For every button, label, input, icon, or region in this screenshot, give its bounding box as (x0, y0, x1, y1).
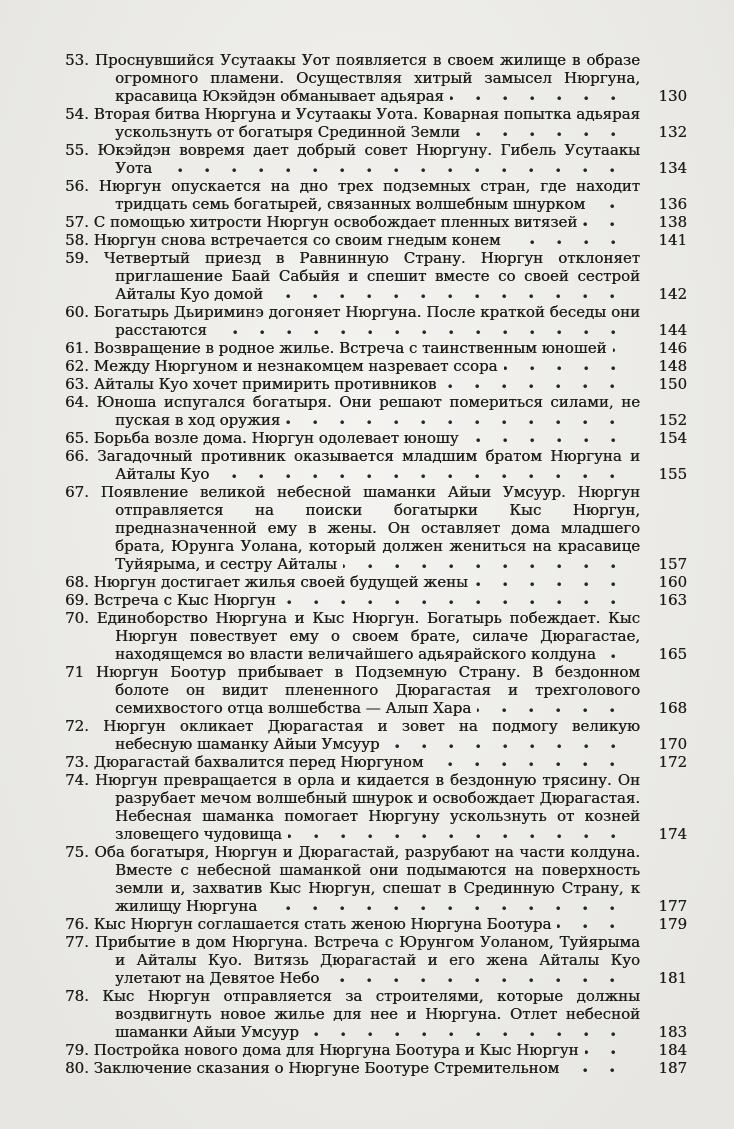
dot-leader (465, 438, 638, 443)
entry-page-number: 144 (658, 321, 687, 339)
entry-page-number: 146 (658, 339, 687, 357)
entry-number: 62. (65, 357, 89, 375)
entry-page-number: 177 (658, 897, 687, 915)
dot-leader (474, 582, 638, 587)
toc-entry (65, 609, 687, 663)
entry-page-number: 183 (658, 1023, 687, 1041)
entry-text: Постройка нового дома для Нюргуна Боотура и Кыс Нюргун (93, 1041, 579, 1059)
dot-leader (504, 366, 638, 371)
toc-entry (65, 1059, 687, 1077)
entry-text: Четвертый приезд в Равнинную Страну. Нюргун отклоняет приглашение Баай Сабыйя и спешит вместе со своей сестрой Айталы Куо домой (103, 249, 640, 303)
entry-text: Богатырь Дьириминэ догоняет Нюргуна. После краткой беседы они расстаются (93, 303, 640, 339)
entry-text: Нюргун опускается на дно трех подземных стран, где находит тридцать семь богатырей, связанных волшебным шнурком (98, 177, 640, 213)
entry-page-number: 150 (658, 375, 687, 393)
entry-number: 57. (65, 213, 89, 231)
dot-leader (450, 96, 638, 101)
entry-text: С помощью хитрости Нюргун освобождает пленных витязей (93, 213, 578, 231)
dot-leader (269, 294, 637, 299)
entry-text: Кыс Нюргун соглашается стать женою Нюргуна Боотура (93, 915, 552, 933)
entry-number: 66. (65, 447, 89, 465)
toc-entry (65, 375, 687, 393)
entry-text: Между Нюргуном и незнакомцем назревает ссора (93, 357, 498, 375)
entry-text: Единоборство Нюргуна и Кыс Нюргун. Богатырь побеждает. Кыс Нюргун повествует ему о своем брате, силаче Дюрагастае, находящемся во власти величайшего адьярайского колдуна (96, 609, 640, 663)
entry-page-number: 187 (658, 1059, 687, 1077)
dot-leader (466, 132, 638, 137)
entry-page-number: 181 (658, 969, 687, 987)
entry-page-number: 160 (658, 573, 687, 591)
entry-page-number: 163 (658, 591, 687, 609)
toc-entry (65, 771, 687, 843)
dot-leader (325, 978, 637, 983)
entry-page-number: 141 (658, 231, 687, 249)
entry-text: Нюргун Боотур прибывает в Подземную Страну. В бездонном болоте он видит плененного Дюрагастая и трехголового семихвостого отца волшебства — Алып Хара (95, 663, 640, 717)
toc-entry (65, 357, 687, 375)
entry-text: Проснувшийся Усутаакы Уот появляется в своем жилище в образе огромного пламени. Осуществляя хитрый замысел Нюргуна, красавица Юкэйдэн обманывает адьярая (94, 51, 640, 105)
entry-text: Загадочный противник оказывается младшим братом Нюргуна и Айталы Куо (97, 447, 640, 483)
toc-entry (65, 213, 687, 231)
entry-number: 72. (65, 717, 89, 735)
toc-entry (65, 591, 687, 609)
entry-number: 78. (65, 987, 89, 1005)
entry-number: 53. (65, 51, 89, 69)
dot-leader (585, 1050, 638, 1055)
entry-text: Кыс Нюргун отправляется за строителями, которые должны воздвигнуть новое жилье для нее и Нюргуна. Отлет небесной шаманки Айыи Умсуур (102, 987, 640, 1041)
entry-number: 77. (65, 933, 89, 951)
entry-number: 68. (65, 573, 89, 591)
entry-number: 79. (65, 1041, 89, 1059)
entry-page-number: 134 (658, 159, 687, 177)
entry-number: 65. (65, 429, 89, 447)
toc-entry (65, 51, 687, 105)
toc-entry (65, 429, 687, 447)
toc-entry (65, 483, 687, 573)
entry-page-number: 165 (658, 645, 687, 663)
entry-page-number: 179 (658, 915, 687, 933)
entry-text: Юкэйдэн вовремя дает добрый совет Нюргуну. Гибель Усутаакы Уота (97, 141, 640, 177)
entry-number: 71 (65, 663, 85, 681)
entry-text: Оба богатыря, Нюргун и Дюрагастай, разрубают на части колдуна. Вместе с небесной шаманкой они подымаются на поверхность земли и, захватив Кыс Нюргун, спешат в Срединную Страну, к жилищу Нюргуна (94, 843, 640, 915)
entry-number: 59. (65, 249, 89, 267)
entry-number: 73. (65, 753, 89, 771)
entry-number: 58. (65, 231, 89, 249)
toc-entry (65, 717, 687, 753)
entry-page-number: 155 (658, 465, 687, 483)
dot-leader (305, 1032, 638, 1037)
dot-leader (286, 420, 637, 425)
toc-entry (65, 753, 687, 771)
entry-number: 56. (65, 177, 89, 195)
entry-text: Прибытие в дом Нюргуна. Встреча с Юрунгом Уоланом, Туйярыма и Айталы Куо. Витязь Дюрагастай и его жена Айталы Куо улетают на Девятое Небо (94, 933, 640, 987)
entry-text: Юноша испугался богатыря. Они решают помериться силами, не пуская в ход оружия (96, 393, 640, 429)
toc-entry (65, 177, 687, 213)
toc-entry (65, 573, 687, 591)
entry-page-number: 184 (658, 1041, 687, 1059)
entry-number: 54. (65, 105, 89, 123)
entry-text: Нюргун снова встречается со своим гнедым конем (93, 231, 501, 249)
entry-text: Возвращение в родное жилье. Встреча с таинственным юношей (93, 339, 607, 357)
entry-number: 70. (65, 609, 89, 627)
entry-number: 74. (65, 771, 89, 789)
dot-leader (213, 330, 638, 335)
entry-page-number: 168 (658, 699, 687, 717)
entry-text: Встреча с Кыс Нюргун (93, 591, 276, 609)
toc-entry (65, 339, 687, 357)
dot-leader (442, 384, 637, 389)
dot-leader (583, 222, 637, 227)
entry-text: Нюргун достигает жилья своей будущей жены (93, 573, 468, 591)
entry-number: 80. (65, 1059, 89, 1077)
toc-entry (65, 843, 687, 915)
entry-text: Борьба возле дома. Нюргун одолевает юношу (93, 429, 459, 447)
toc-entry (65, 987, 687, 1041)
toc-entry (65, 933, 687, 987)
toc-entry (65, 141, 687, 177)
entry-page-number: 152 (658, 411, 687, 429)
entry-number: 60. (65, 303, 89, 321)
dot-leader (591, 204, 637, 209)
toc-entry (65, 1041, 687, 1059)
entry-page-number: 157 (658, 555, 687, 573)
entry-page-number: 132 (658, 123, 687, 141)
entry-text: Нюргун окликает Дюрагастая и зовет на подмогу великую небесную шаманку Айыи Умсуур (103, 717, 640, 753)
entry-text: Айталы Куо хочет примирить противников (93, 375, 437, 393)
entry-number: 63. (65, 375, 89, 393)
toc-entry (65, 231, 687, 249)
toc-entry (65, 249, 687, 303)
toc-entry (65, 105, 687, 141)
entry-number: 76. (65, 915, 89, 933)
entry-page-number: 148 (658, 357, 687, 375)
dot-leader (557, 924, 637, 929)
toc-entry (65, 915, 687, 933)
entry-text: Заключение сказания о Нюргуне Боотуре Стремительном (93, 1059, 560, 1077)
dot-leader (158, 168, 637, 173)
dot-leader (429, 762, 637, 767)
toc-entry (65, 663, 687, 717)
entry-number: 75. (65, 843, 89, 861)
toc-list (0, 51, 734, 1077)
entry-page-number: 170 (658, 735, 687, 753)
entry-page-number: 136 (658, 195, 687, 213)
dot-leader (282, 600, 638, 605)
dot-leader (602, 654, 638, 659)
entry-page-number: 172 (658, 753, 687, 771)
dot-leader (263, 906, 637, 911)
dot-leader (477, 708, 637, 713)
entry-page-number: 142 (658, 285, 687, 303)
dot-leader (343, 564, 638, 569)
entry-page-number: 130 (658, 87, 687, 105)
entry-number: 61. (65, 339, 89, 357)
entry-number: 67. (65, 483, 89, 501)
entry-page-number: 154 (658, 429, 687, 447)
dot-leader (565, 1068, 637, 1073)
toc-entry (65, 447, 687, 483)
entry-text: Появление великой небесной шаманки Айыи Умсуур. Нюргун отправляется на поиски богатырки Кыс Нюргун, предназначенной ему в жены. Он оставляет дома младшего брата, Юрунга Уолана, который должен жениться на красавице Туйярыма, и сестру Айталы (100, 483, 640, 573)
dot-leader (288, 834, 638, 839)
entry-page-number: 174 (658, 825, 687, 843)
dot-leader (613, 348, 638, 353)
entry-number: 64. (65, 393, 89, 411)
entry-number: 55. (65, 141, 89, 159)
entry-text: Нюргун превращается в орла и кидается в бездонную трясину. Он разрубает мечом волшебный шнурок и освобождает Дюрагастая. Небесная шаманка помогает Нюргуну ускользнуть от козней зловещего чудовища (94, 771, 640, 843)
toc-entry (65, 393, 687, 429)
entry-page-number: 138 (658, 213, 687, 231)
dot-leader (507, 240, 638, 245)
entry-text: Вторая битва Нюргуна и Усутаакы Уота. Коварная попытка адьярая ускользнуть от богатыря Срединной Земли (93, 105, 640, 141)
entry-number: 69. (65, 591, 89, 609)
toc-entry (65, 303, 687, 339)
dot-leader (386, 744, 638, 749)
dot-leader (215, 474, 637, 479)
entry-text: Дюрагастай бахвалится перед Нюргуном (93, 753, 424, 771)
